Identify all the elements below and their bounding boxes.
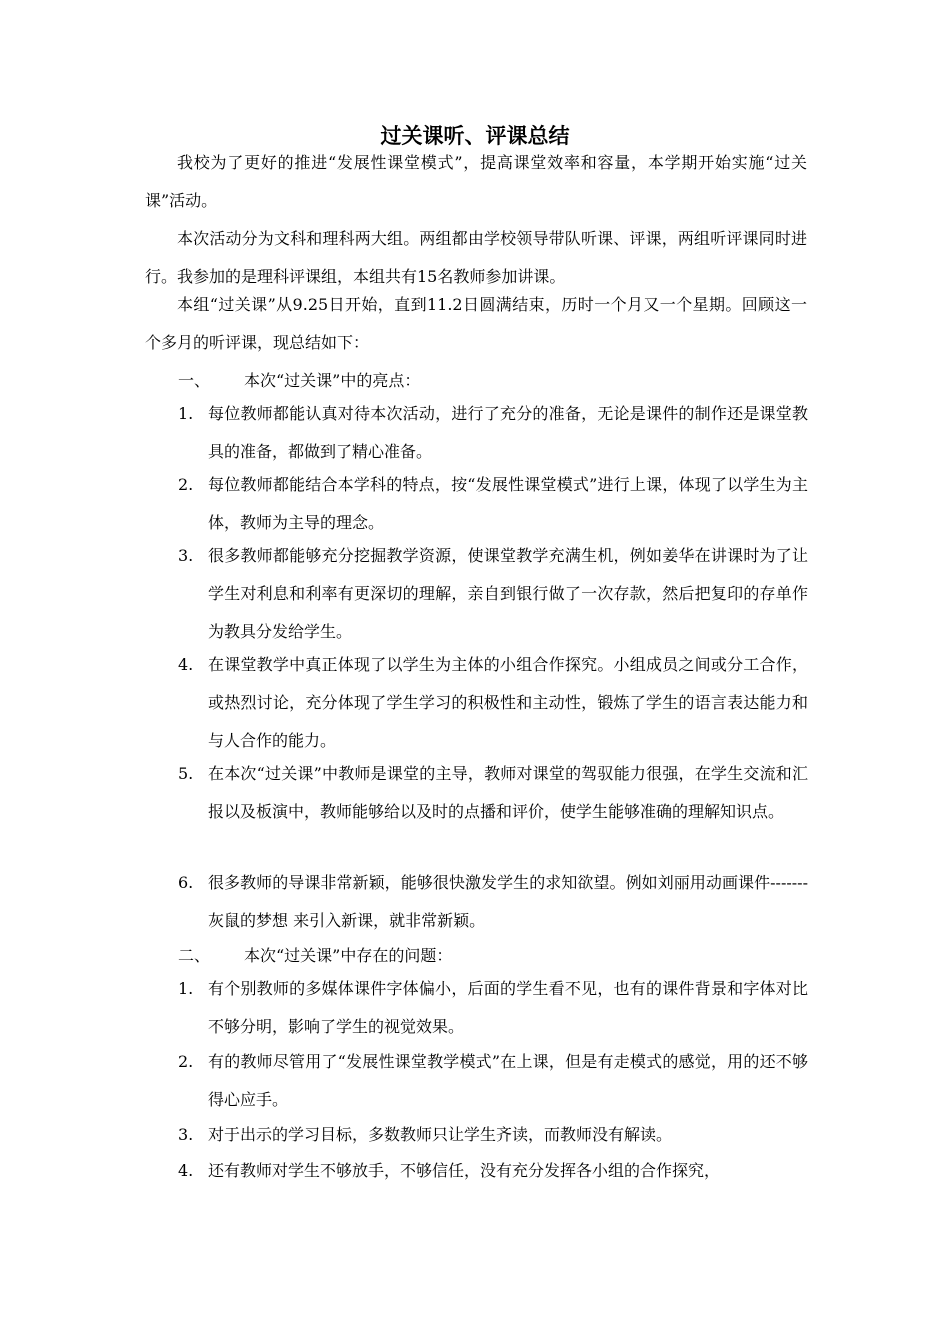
list-item — [178, 864, 808, 940]
list-item-number: 4. — [178, 655, 194, 674]
list-item-number: 4. — [178, 1161, 194, 1180]
document-title: 过关课听、评课总结 — [380, 124, 570, 148]
list-item — [178, 1152, 808, 1190]
section-2-number: 二、 — [178, 946, 211, 965]
list-item-number: 5. — [178, 764, 194, 783]
intro-paragraph-1: 我校为了更好的推进“发展性课堂模式”，提高课堂效率和容量，本学期开始实施“过关课”活动。 — [145, 153, 807, 210]
list-item — [178, 1043, 808, 1119]
list-item — [178, 755, 808, 831]
list-item-text: 对于出示的学习目标，多数教师只让学生齐读，而教师没有解读。 — [208, 1125, 673, 1144]
list-item-number: 6. — [178, 873, 194, 892]
list-item-text: 很多教师都能够充分挖掘教学资源，使课堂教学充满生机，例如姜华在讲课时为了让学生对利息和利率有更深切的理解，亲自到银行做了一次存款，然后把复印的存单作为教具分发给学生。 — [208, 546, 808, 641]
list-item-number: 3. — [178, 546, 194, 565]
list-item-text: 在本次“过关课”中教师是课堂的主导，教师对课堂的驾驭能力很强，在学生交流和汇报以及板演中，教师能够给以及时的点播和评价，使学生能够准确的理解知识点。 — [208, 764, 808, 821]
section-1-title: 本次“过关课”中的亮点： — [244, 371, 421, 390]
list-item-number: 2. — [178, 1052, 194, 1071]
list-item — [178, 395, 808, 471]
list-item-text: 每位教师都能结合本学科的特点，按“发展性课堂模式”进行上课，体现了以学生为主体，教师为主导的理念。 — [208, 475, 808, 532]
list-item — [178, 466, 808, 542]
section-1-number: 一、 — [178, 371, 211, 390]
intro-paragraph-2: 本次活动分为文科和理科两大组。两组都由学校领导带队听课、评课，两组听评课同时进行。我参加的是理科评课组，本组共有15名教师参加讲课。 — [145, 229, 807, 286]
list-item-text: 还有教师对学生不够放手，不够信任，没有充分发挥各小组的合作探究， — [208, 1161, 721, 1180]
list-item — [178, 537, 808, 651]
list-item-text: 很多教师的导课非常新颖，能够很快激发学生的求知欲望。例如刘丽用动画课件-------灰鼠的梦想 来引入新课，就非常新颖。 — [208, 873, 808, 930]
list-item-number: 2. — [178, 475, 194, 494]
intro-paragraph-3: 本组“过关课”从9.25日开始，直到11.2日圆满结束，历时一个月又一个星期。回顾这一个多月的听评课，现总结如下： — [145, 295, 807, 352]
list-item — [178, 1116, 808, 1154]
list-item-text: 每位教师都能认真对待本次活动，进行了充分的准备，无论是课件的制作还是课堂教具的准备，都做到了精心准备。 — [208, 404, 808, 461]
section-2-title: 本次“过关课”中存在的问题： — [244, 946, 453, 965]
list-item-number: 1. — [178, 979, 194, 998]
list-item-text: 在课堂教学中真正体现了以学生为主体的小组合作探究。小组成员之间或分工合作，或热烈讨论，充分体现了学生学习的积极性和主动性，锻炼了学生的语言表达能力和与人合作的能力。 — [208, 655, 808, 750]
list-item-number: 1. — [178, 404, 194, 423]
list-item-text: 有个别教师的多媒体课件字体偏小，后面的学生看不见，也有的课件背景和字体对比不够分明，影响了学生的视觉效果。 — [208, 979, 808, 1036]
list-item — [178, 970, 808, 1046]
list-item-number: 3. — [178, 1125, 194, 1144]
list-item — [178, 646, 808, 760]
list-item-text: 有的教师尽管用了“发展性课堂教学模式”在上课，但是有走模式的感觉，用的还不够得心应手。 — [208, 1052, 808, 1109]
